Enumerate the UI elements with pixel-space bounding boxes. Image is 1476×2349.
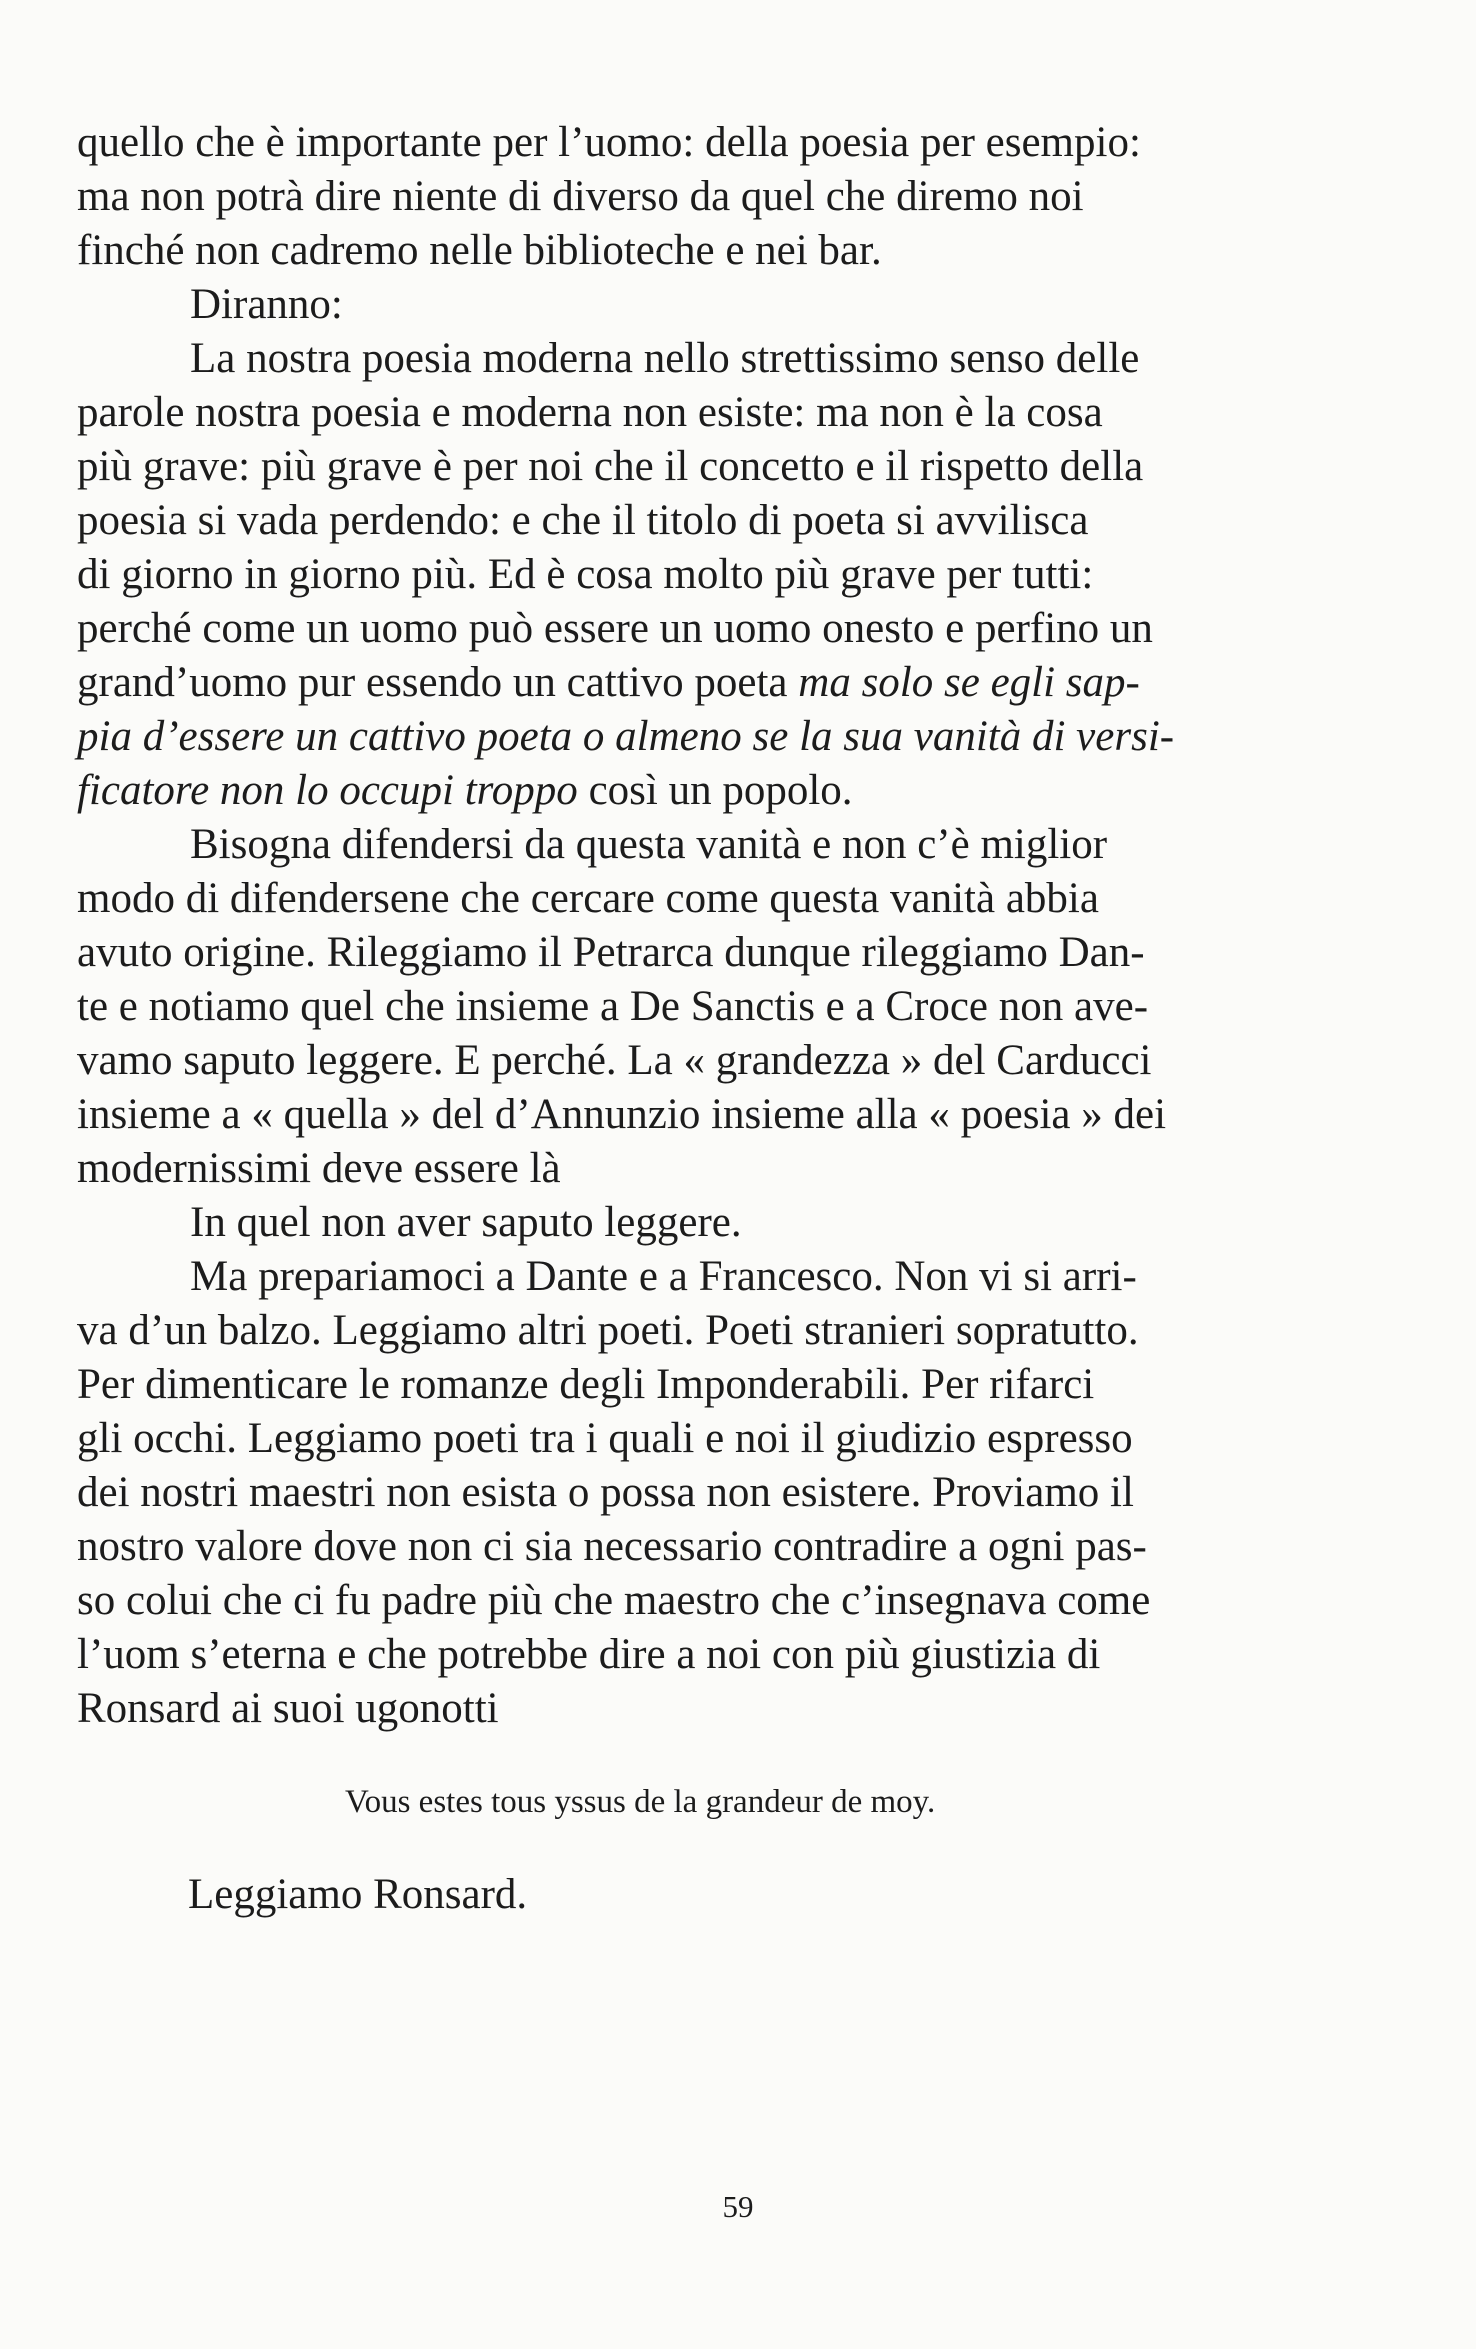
text-line: finché non cadremo nelle biblioteche e nei bar. xyxy=(77,227,882,274)
text-line: insieme a « quella » del d’Annunzio insieme alla « poesia » dei xyxy=(77,1091,1167,1138)
text-line: quello che è importante per l’uomo: della poesia per esempio: xyxy=(77,119,1141,166)
text-line: parole nostra poesia e moderna non esiste: ma non è la cosa xyxy=(77,389,1103,436)
text-line xyxy=(77,656,1377,710)
text-line: nostro valore dove non ci sia necessario contradire a ogni pas- xyxy=(77,1523,1147,1570)
italic-run: ma solo se egli sap- xyxy=(798,659,1140,706)
closing-line: Leggiamo Ronsard. xyxy=(188,1871,528,1918)
text-line xyxy=(77,764,1377,818)
text-line: di giorno in giorno più. Ed è cosa molto più grave per tutti: xyxy=(77,551,1094,598)
text-line: avuto origine. Rileggiamo il Petrarca dunque rileggiamo Dan- xyxy=(77,929,1145,976)
text-run: grand’uomo pur essendo un cattivo poeta xyxy=(77,659,799,706)
text-line xyxy=(77,710,1377,764)
text-line: Per dimenticare le romanze degli Imponderabili. Per rifarci xyxy=(77,1361,1095,1408)
text-line: Diranno: xyxy=(190,281,343,328)
quotation: Vous estes tous yssus de la grandeur de moy. xyxy=(345,1784,936,1820)
text-line: perché come un uomo può essere un uomo onesto e perfino un xyxy=(77,605,1153,652)
text-run: così un popolo. xyxy=(577,767,853,814)
text-line: te e notiamo quel che insieme a De Sanctis e a Croce non ave- xyxy=(77,983,1149,1030)
text-line: gli occhi. Leggiamo poeti tra i quali e noi il giudizio espresso xyxy=(77,1415,1133,1462)
text-line: Ma prepariamoci a Dante e a Francesco. Non vi si arri- xyxy=(190,1253,1137,1300)
text-line: In quel non aver saputo leggere. xyxy=(190,1199,742,1246)
text-line: so colui che ci fu padre più che maestro che c’insegnava come xyxy=(77,1577,1151,1624)
text-line: Bisogna difendersi da questa vanità e non c’è miglior xyxy=(190,821,1108,868)
text-line: modernissimi deve essere là xyxy=(77,1145,561,1192)
text-line: Ronsard ai suoi ugonotti xyxy=(77,1685,499,1732)
page-number: 59 xyxy=(722,2189,754,2224)
text-line: dei nostri maestri non esista o possa non esistere. Proviamo il xyxy=(77,1469,1134,1516)
body-text xyxy=(77,116,1377,1736)
italic-run: ficatore non lo occupi troppo xyxy=(77,767,578,814)
text-line: La nostra poesia moderna nello strettissimo senso delle xyxy=(190,335,1140,382)
text-line: più grave: più grave è per noi che il concetto e il rispetto della xyxy=(77,443,1144,490)
text-line: modo di difendersene che cercare come questa vanità abbia xyxy=(77,875,1099,922)
text-line: vamo saputo leggere. E perché. La « grandezza » del Carducci xyxy=(77,1037,1152,1084)
text-line: poesia si vada perdendo: e che il titolo di poeta si avvilisca xyxy=(77,497,1089,544)
text-line: l’uom s’eterna e che potrebbe dire a noi con più giustizia di xyxy=(77,1631,1101,1678)
text-line: ma non potrà dire niente di diverso da quel che diremo noi xyxy=(77,173,1084,220)
text-line: va d’un balzo. Leggiamo altri poeti. Poeti stranieri sopratutto. xyxy=(77,1307,1139,1354)
italic-run: pia d’essere un cattivo poeta o almeno se la sua vanità di versi- xyxy=(77,713,1175,760)
